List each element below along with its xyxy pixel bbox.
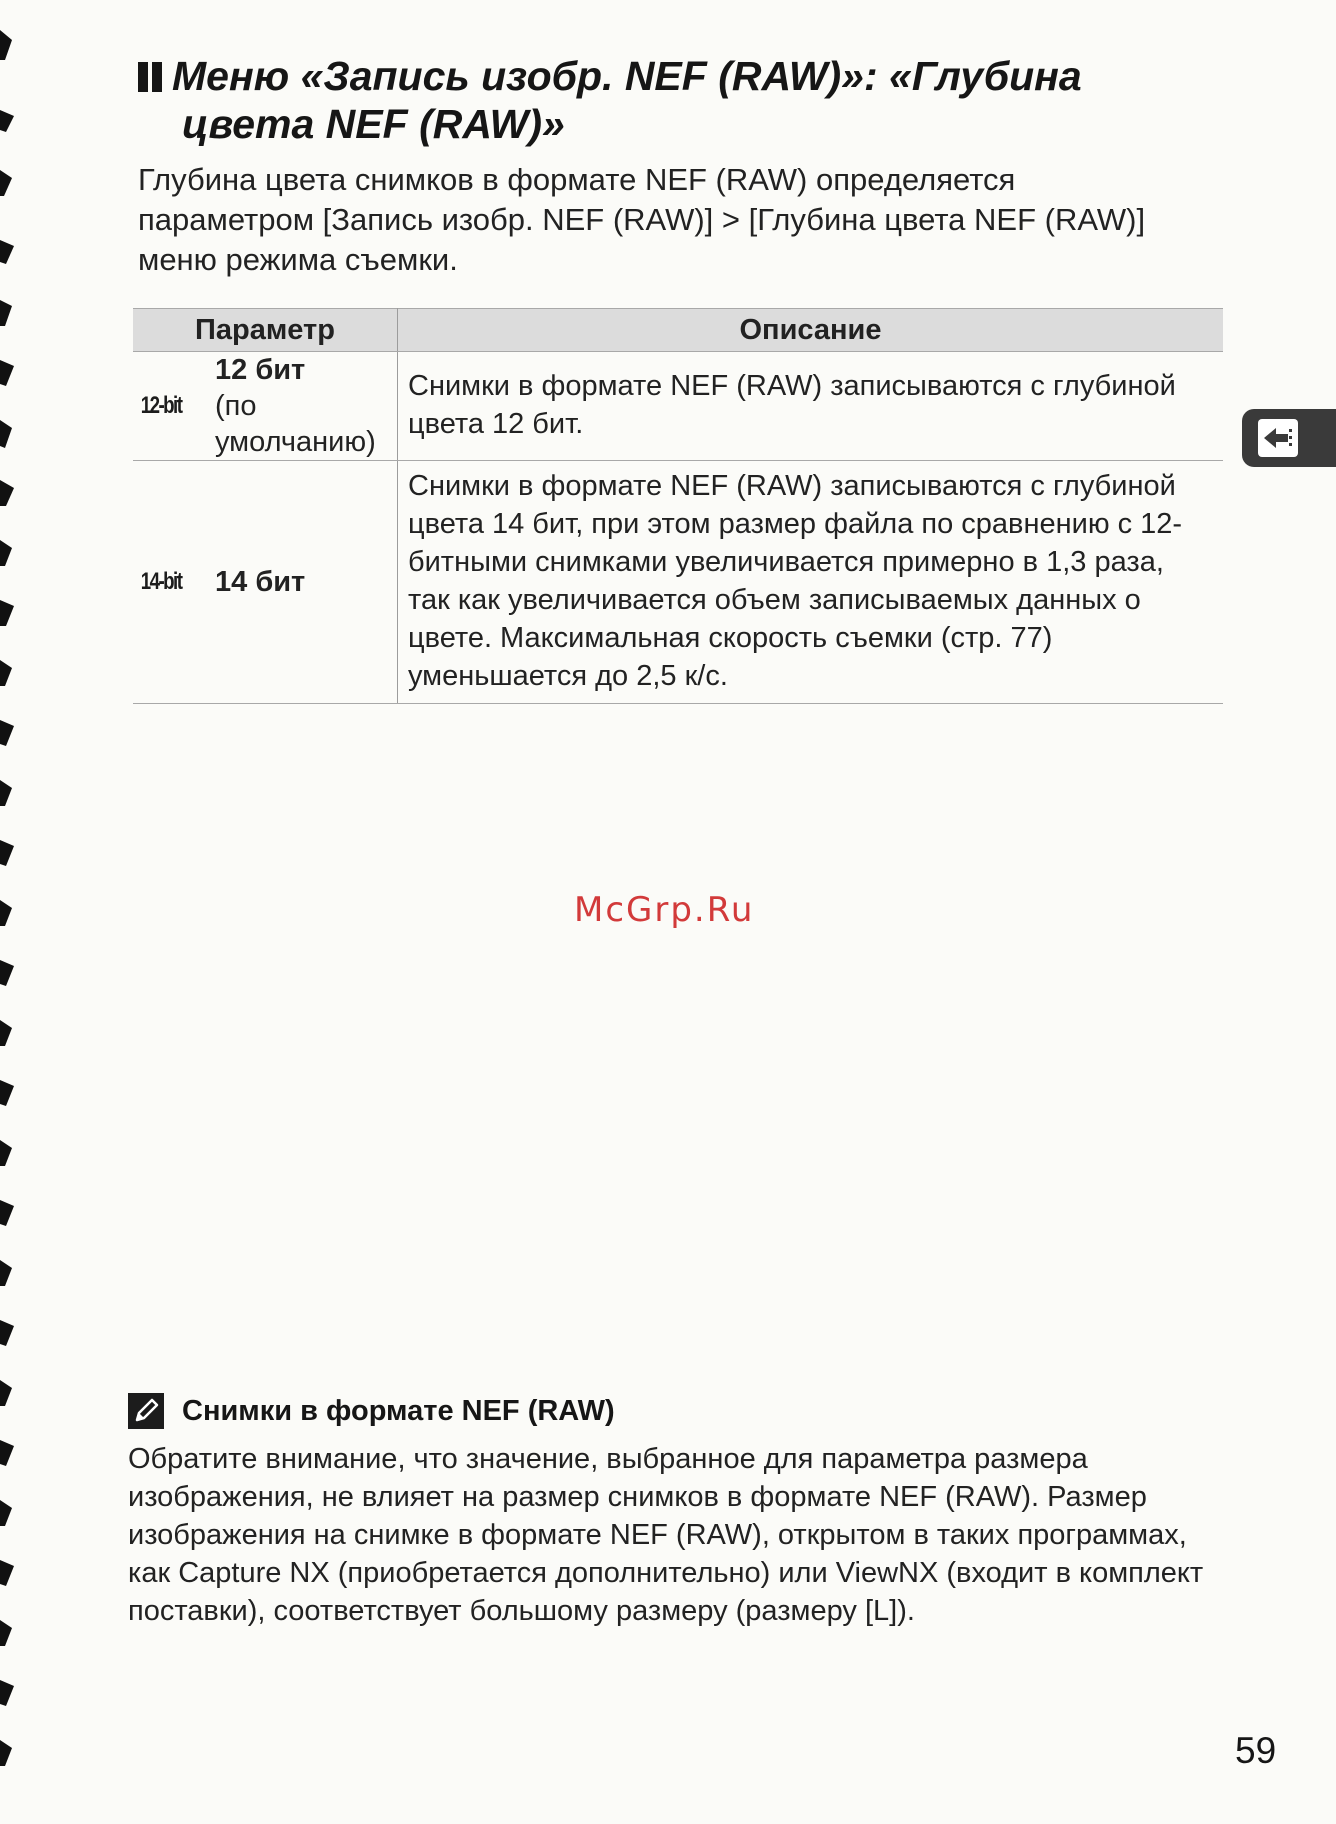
12-bit-icon: 12-bit — [140, 392, 182, 419]
table-header-row — [133, 309, 1223, 352]
section-heading — [138, 52, 1218, 148]
option-cell — [133, 352, 398, 461]
binding-edge — [0, 0, 16, 1824]
bit-depth-table — [133, 308, 1223, 704]
side-tab — [1242, 409, 1336, 467]
option-name: 12 бит — [215, 354, 306, 386]
header-desc: Описание — [398, 309, 1224, 352]
heading-line-2: цвета NEF (RAW)» — [182, 101, 565, 147]
heading-marker-icon — [138, 62, 162, 92]
description-cell: Снимки в формате NEF (RAW) записываются с глубиной цвета 12 бит. — [398, 352, 1224, 461]
pencil-icon — [128, 1393, 164, 1429]
table-row — [133, 352, 1223, 461]
header-param: Параметр — [133, 309, 398, 352]
heading-line-1: Меню «Запись изобр. NEF (RAW)»: «Глубина — [172, 53, 1082, 99]
option-note: (по умолчанию) — [215, 390, 376, 458]
14-bit-icon: 14-bit — [140, 568, 182, 595]
table-row — [133, 461, 1223, 704]
description-cell: Снимки в формате NEF (RAW) записываются с глубиной цвета 14 бит, при этом размер файла по сравнению с 12-битными снимками увеличивается примерно в 1,3 раза, так как увеличивается объем записываемых данных о цвете. Максимальная скорость съемки (стр. 77) уменьшается до 2,5 к/с. — [398, 461, 1224, 704]
shooting-menu-icon — [1258, 419, 1298, 457]
page-number: 59 — [1235, 1730, 1277, 1771]
note-box — [128, 1390, 1218, 1630]
intro-paragraph: Глубина цвета снимков в формате NEF (RAW) определяется параметром [Запись изобр. NEF (RAW)] > [Глубина цвета NEF (RAW)] меню режима съемки. — [138, 162, 1146, 277]
note-title: Снимки в формате NEF (RAW) — [182, 1394, 615, 1427]
note-body: Обратите внимание, что значение, выбранное для параметра размера изображения, не влияет на размер снимков в формате NEF (RAW). Размер изображения на снимке в формате NEF (RAW), открытом в таких программах, как Capture NX (приобретается дополнительно) или ViewNX (входит в комплект поставки), соответствует большому размеру (размеру [L]). — [128, 1443, 1204, 1627]
option-cell — [133, 461, 398, 704]
option-name: 14 бит — [215, 566, 306, 598]
watermark: McGrp.Ru — [574, 890, 755, 930]
